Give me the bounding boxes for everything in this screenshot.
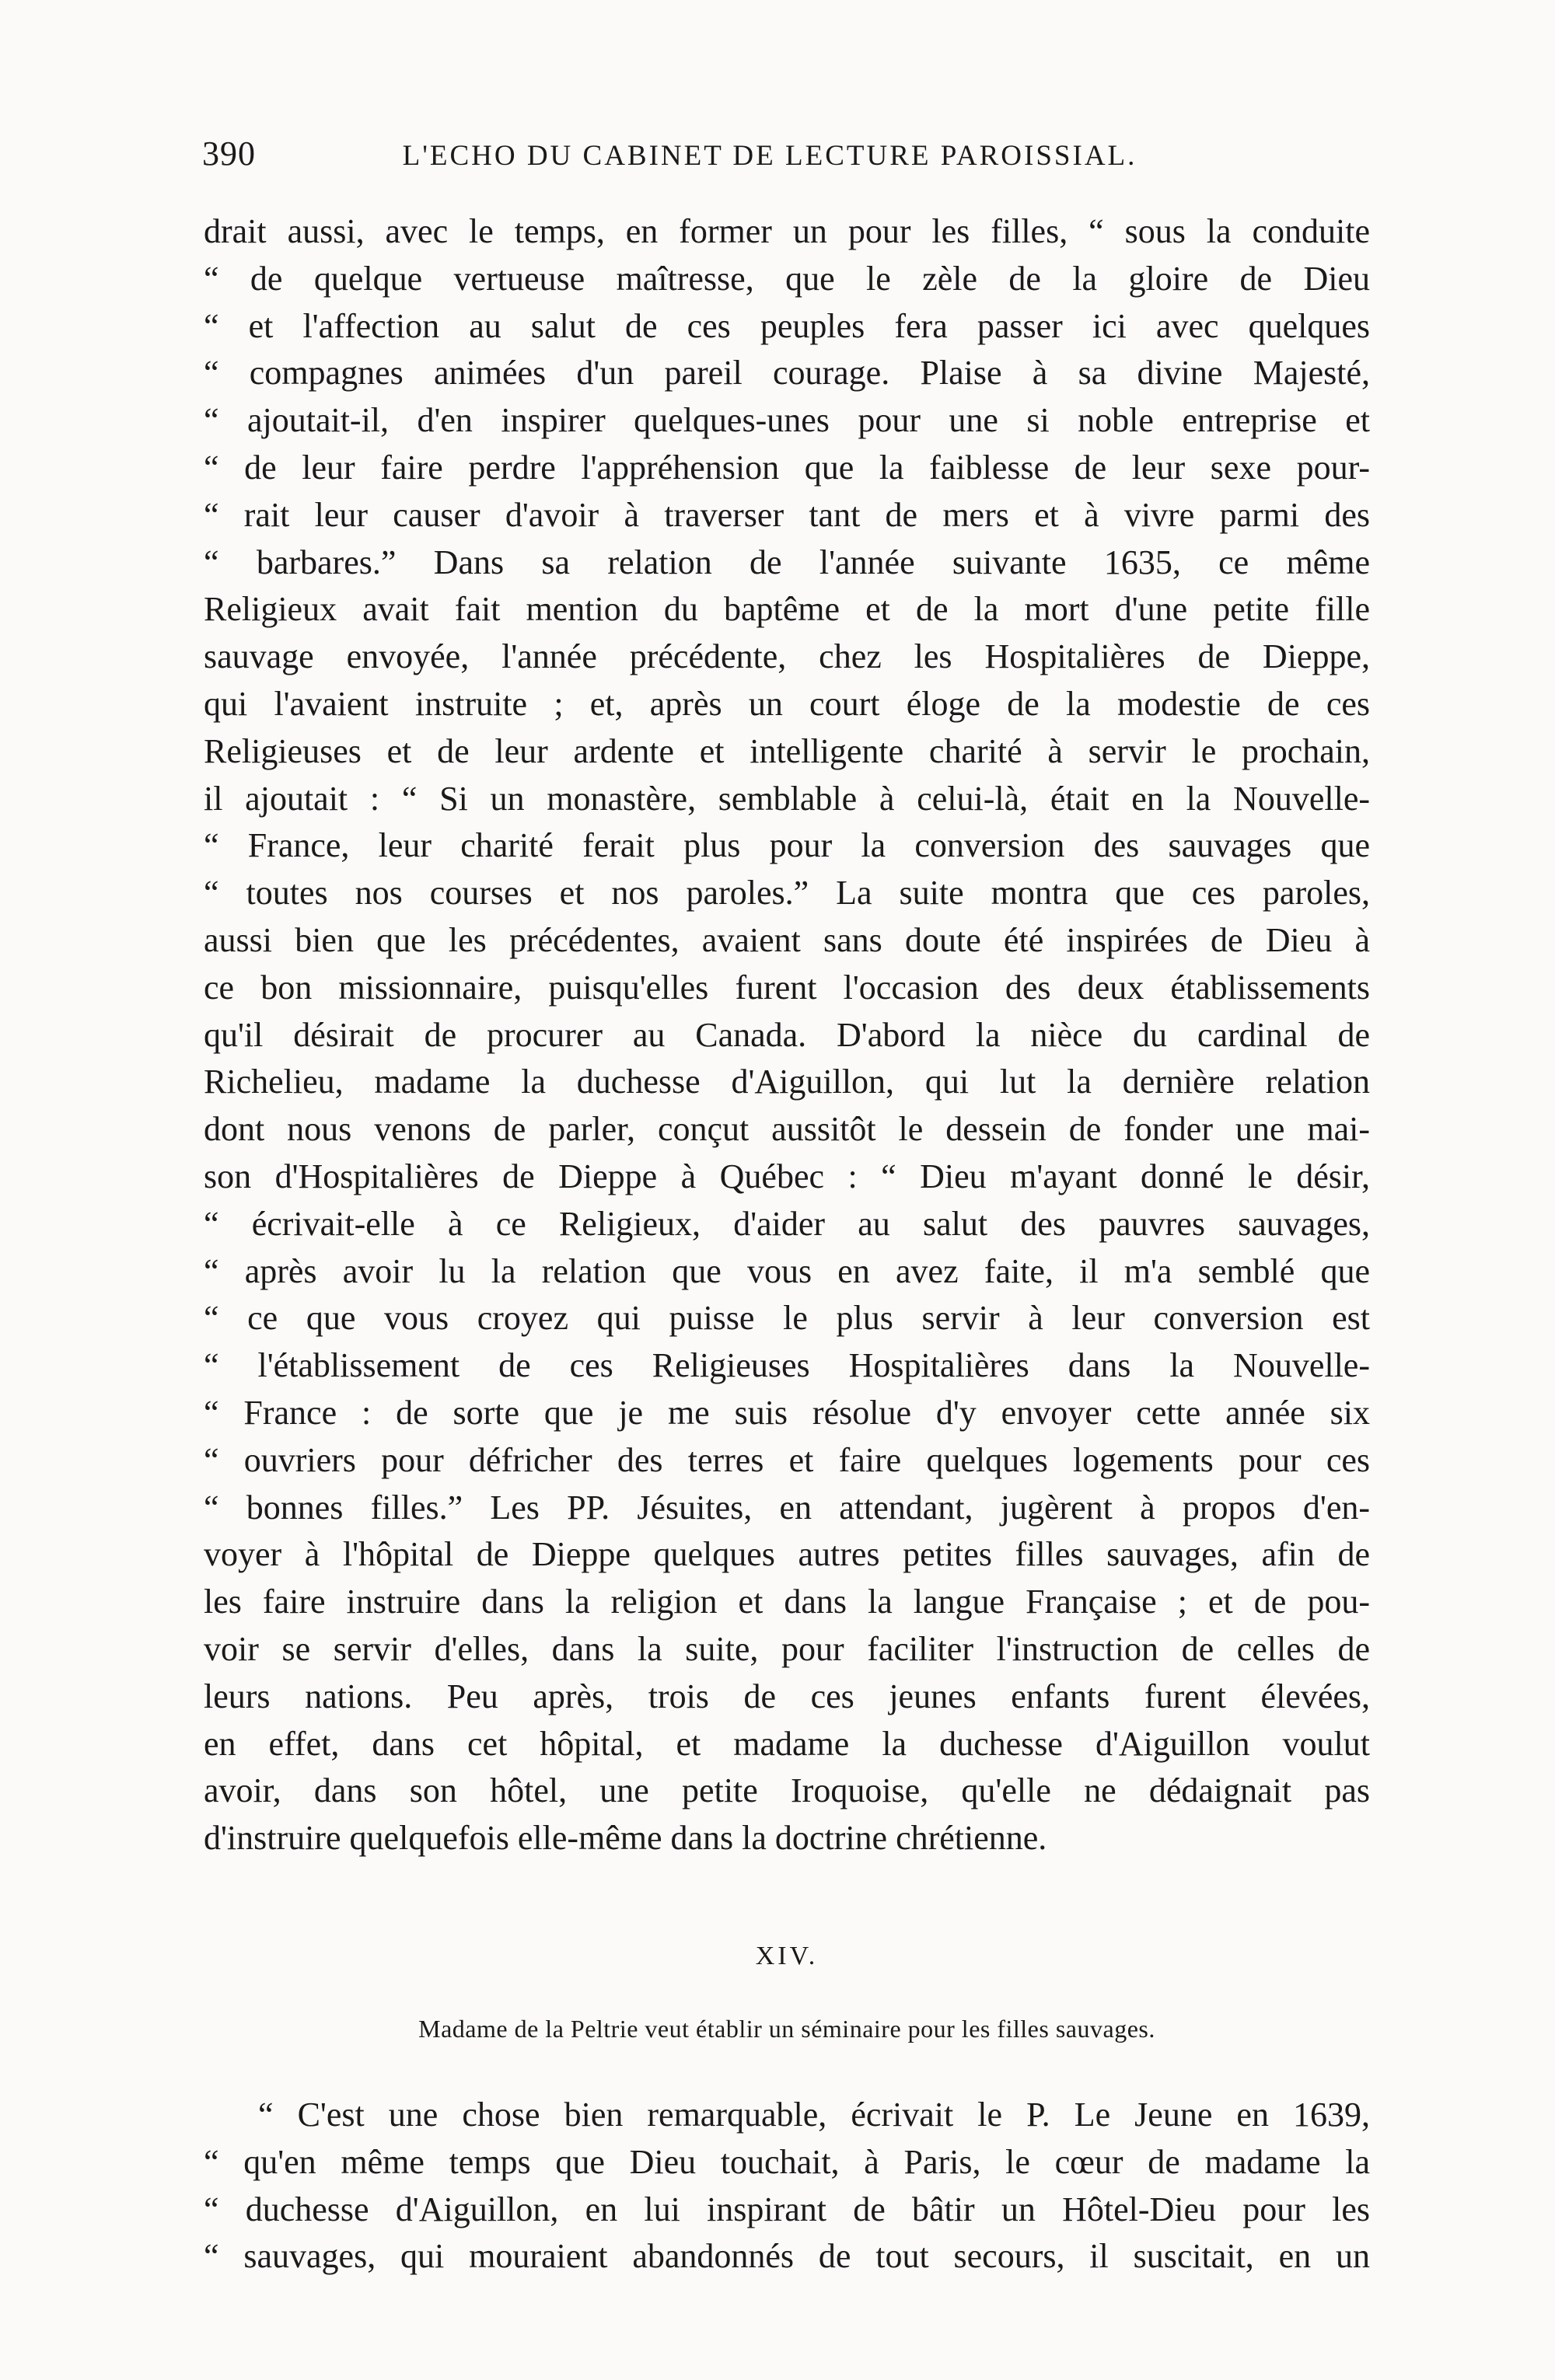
text-line: Religieuses et de leur ardente et intelligente charité à servir le prochain, [204, 731, 1370, 770]
text-line: voyer à l'hôpital de Dieppe quelques autres petites filles sauvages, afin de [204, 1535, 1370, 1574]
text-line: “ sauvages, qui mouraient abandonnés de tout secours, il suscitait, en un [204, 2237, 1370, 2276]
text-line: il ajoutait : “ Si un monastère, semblable à celui-là, était en la Nouvelle- [204, 779, 1370, 818]
text-line: dont nous venons de parler, conçut aussitôt le dessein de fonder une mai- [204, 1110, 1370, 1149]
text-line: “ l'établissement de ces Religieuses Hospitalières dans la Nouvelle- [204, 1346, 1370, 1385]
text-line: “ écrivait-elle à ce Religieux, d'aider au salut des pauvres sauvages, [204, 1204, 1370, 1243]
page-number: 390 [202, 134, 256, 173]
running-title: L'ECHO DU CABINET DE LECTURE PAROISSIAL. [402, 140, 1137, 172]
text-line: leurs nations. Peu après, trois de ces jeunes enfants furent élevées, [204, 1677, 1370, 1715]
text-line: aussi bien que les précédentes, avaient sans doute été inspirées de Dieu à [204, 920, 1370, 959]
section-title: Madame de la Peltrie veut établir un séminaire pour les filles sauvages. [418, 2015, 1155, 2043]
text-line: les faire instruire dans la religion et dans la langue Française ; et de pou- [204, 1583, 1370, 1621]
text-line: “ ce que vous croyez qui puisse le plus servir à leur conversion est [204, 1299, 1370, 1338]
text-line: “ de leur faire perdre l'appréhension que la faiblesse de leur sexe pour- [204, 448, 1370, 487]
text-line: en effet, dans cet hôpital, et madame la duchesse d'Aiguillon voulut [204, 1724, 1370, 1763]
text-line: “ toutes nos courses et nos paroles.” La suite montra que ces paroles, [204, 874, 1370, 913]
text-line: “ C'est une chose bien remarquable, écrivait le P. Le Jeune en 1639, [258, 2096, 1370, 2134]
text-line: “ ajoutait-il, d'en inspirer quelques-unes pour une si noble entreprise et [204, 401, 1370, 440]
text-line: “ après avoir lu la relation que vous en avez faite, il m'a semblé que [204, 1251, 1370, 1290]
text-line: d'instruire quelquefois elle-même dans la doctrine chrétienne. [204, 1819, 1047, 1858]
text-line: “ France, leur charité ferait plus pour la conversion des sauvages que [204, 826, 1370, 865]
text-line: voir se servir d'elles, dans la suite, pour faciliter l'instruction de celles de [204, 1629, 1370, 1668]
text-line: “ bonnes filles.” Les PP. Jésuites, en attendant, jugèrent à propos d'en- [204, 1488, 1370, 1527]
text-line: drait aussi, avec le temps, en former un pour les filles, “ sous la conduite [204, 212, 1370, 250]
text-line: “ qu'en même temps que Dieu touchait, à Paris, le cœur de madame la [204, 2142, 1370, 2181]
text-line: “ compagnes animées d'un pareil courage. Plaise à sa divine Majesté, [204, 354, 1370, 393]
body-paragraph-2 [204, 2091, 1370, 2280]
running-head [202, 134, 1368, 173]
text-line: Richelieu, madame la duchesse d'Aiguillon, qui lut la dernière relation [204, 1063, 1370, 1101]
text-line: sauvage envoyée, l'année précédente, chez les Hospitalières de Dieppe, [204, 637, 1370, 676]
text-line: avoir, dans son hôtel, une petite Iroquoise, qu'elle ne dédaignait pas [204, 1771, 1370, 1810]
text-line: “ de quelque vertueuse maîtresse, que le zèle de la gloire de Dieu [204, 259, 1370, 298]
text-line: “ et l'affection au salut de ces peuples fera passer ici avec quelques [204, 306, 1370, 345]
text-line: qui l'avaient instruite ; et, après un court éloge de la modestie de ces [204, 684, 1370, 723]
text-line: ce bon missionnaire, puisqu'elles furent l'occasion des deux établissements [204, 968, 1370, 1007]
section-number: XIV. [755, 1942, 819, 1970]
text-line: Religieux avait fait mention du baptême et de la mort d'une petite fille [204, 590, 1370, 629]
body-paragraph-1 [204, 208, 1370, 1862]
text-line: “ France : de sorte que je me suis résolue d'y envoyer cette année six [204, 1393, 1370, 1432]
text-line: qu'il désirait de procurer au Canada. D'abord la nièce du cardinal de [204, 1015, 1370, 1054]
text-line: “ ouvriers pour défricher des terres et faire quelques logements pour ces [204, 1440, 1370, 1479]
text-line: “ barbares.” Dans sa relation de l'année suivante 1635, ce même [204, 543, 1370, 581]
text-line: “ rait leur causer d'avoir à traverser tant de mers et à vivre parmi des [204, 495, 1370, 534]
text-line: “ duchesse d'Aiguillon, en lui inspirant de bâtir un Hôtel-Dieu pour les [204, 2190, 1370, 2228]
text-line: son d'Hospitalières de Dieppe à Québec : “ Dieu m'ayant donné le désir, [204, 1157, 1370, 1195]
